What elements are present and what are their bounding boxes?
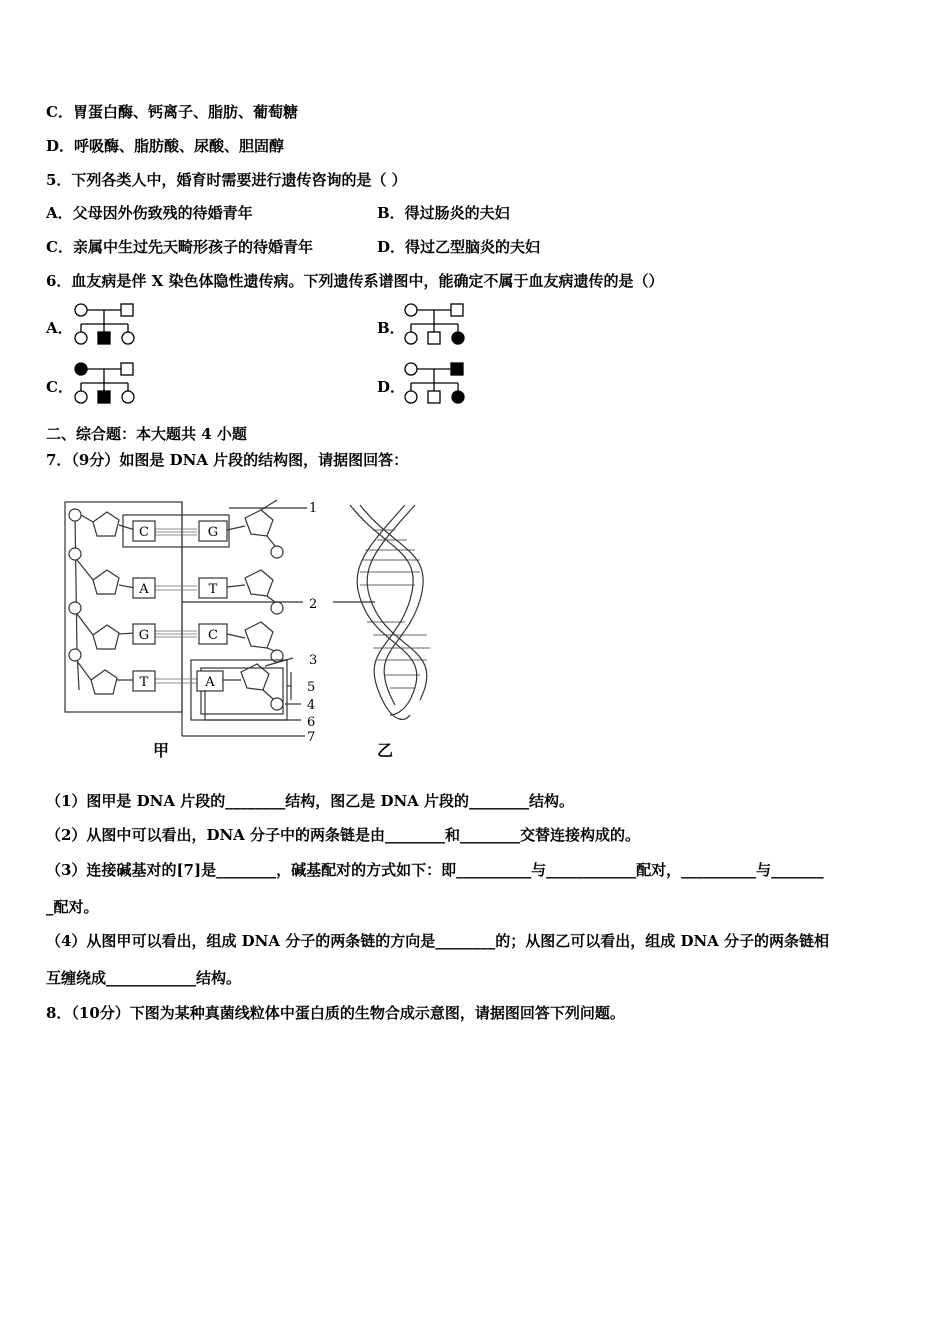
- pedigree-female-normal: [405, 304, 417, 316]
- pedigree-male-normal: [121, 304, 133, 316]
- pedigree-male-normal: [121, 363, 133, 375]
- pedigree-male-affected: [98, 332, 110, 344]
- pedigree-female-normal: [75, 304, 87, 316]
- q6-stem: 6．血友病是伴 X 染色体隐性遗传病。下列遗传系谱图中，能确定不属于血友病遗传的是（）: [46, 272, 664, 290]
- base-right-4: A: [205, 675, 215, 690]
- q5-option-b: B．得过肠炎的夫妇: [377, 204, 510, 222]
- right-nucleotide-3: [227, 622, 283, 662]
- q7-sub2: （2）从图中可以看出，DNA 分子中的两条链是由________和________交替连接构成的。: [46, 826, 641, 844]
- number-label-5: 5: [307, 680, 316, 695]
- q7-sub3-line2: _配对。: [46, 898, 99, 916]
- q6-label-d: D．: [377, 378, 406, 396]
- q7-sub1: （1）图甲是 DNA 片段的________结构，图乙是 DNA 片段的________结构。: [46, 792, 575, 810]
- q5-option-c: C．亲属中生过先天畸形孩子的待婚青年: [46, 238, 313, 256]
- pedigree-c: [70, 359, 140, 409]
- number-label-7: 7: [307, 730, 316, 745]
- base-right-1: G: [207, 525, 219, 540]
- figure-label-jia: 甲: [153, 741, 170, 760]
- pedigree-male-affected: [451, 363, 463, 375]
- pedigree-male-affected: [98, 391, 110, 403]
- right-nucleotide-2: [227, 570, 283, 614]
- q5-option-a: A．父母因外伤致残的待婚青年: [46, 204, 253, 222]
- number-label-2: 2: [309, 597, 318, 612]
- pedigree-female-affected: [75, 363, 87, 375]
- pedigree-d: [400, 359, 470, 409]
- pedigree-female-normal: [75, 332, 87, 344]
- left-nucleotide-2: [69, 548, 135, 594]
- pedigree-female-affected: [452, 332, 464, 344]
- pedigree-female-normal: [122, 391, 134, 403]
- left-nucleotide-1: [69, 509, 135, 536]
- q6-label-b: B．: [377, 319, 405, 337]
- pedigree-a: [70, 300, 140, 350]
- left-nucleotide-3: [69, 602, 135, 649]
- q4-option-d: D．呼吸酶、脂肪酸、尿酸、胆固醇: [46, 137, 285, 155]
- number-label-6: 6: [307, 715, 316, 730]
- base-left-2: A: [139, 582, 149, 597]
- double-helix: [350, 505, 430, 719]
- dna-figure: [55, 490, 455, 765]
- pedigree-male-normal: [428, 332, 440, 344]
- number-label-1: 1: [309, 501, 318, 516]
- q5-option-d: D．得过乙型脑炎的夫妇: [377, 238, 541, 256]
- q7-sub4-line1: （4）从图甲可以看出，组成 DNA 分子的两条链的方向是________的；从图乙可以看出，组成 DNA 分子的两条链相: [46, 932, 830, 950]
- q7-sub3-line1: （3）连接碱基对的[7]是________，碱基配对的方式如下：即__________与____________配对，__________与_______: [46, 861, 824, 879]
- right-nucleotide-1: [227, 500, 283, 558]
- pedigree-female-normal: [405, 391, 417, 403]
- pedigree-male-normal: [451, 304, 463, 316]
- right-nucleotide-4: [223, 664, 283, 710]
- pedigree-female-normal: [405, 332, 417, 344]
- q6-label-c: C．: [46, 378, 73, 396]
- q7-stem: 7．（9分）如图是 DNA 片段的结构图，请据图回答：: [46, 451, 409, 469]
- base-left-4: T: [139, 675, 149, 690]
- pedigree-b: [400, 300, 470, 350]
- section-title: 二、综合题：本大题共 4 小题: [46, 425, 247, 443]
- number-label-3: 3: [309, 653, 318, 668]
- pedigree-female-normal: [122, 332, 134, 344]
- base-right-2: T: [208, 582, 218, 597]
- base-left-3: G: [138, 628, 150, 643]
- q6-label-a: A．: [46, 319, 73, 337]
- number-label-4: 4: [307, 698, 316, 713]
- q7-sub4-line2: 互缠绕成____________结构。: [46, 969, 242, 987]
- base-right-3: C: [208, 628, 218, 643]
- q4-option-c: C．胃蛋白酶、钙离子、脂肪、葡萄糖: [46, 103, 298, 121]
- pedigree-female-affected: [452, 391, 464, 403]
- pedigree-female-normal: [405, 363, 417, 375]
- pedigree-female-normal: [75, 391, 87, 403]
- q5-stem: 5．下列各类人中，婚育时需要进行遗传咨询的是（ ）: [46, 171, 407, 189]
- figure-label-yi: 乙: [377, 741, 394, 760]
- base-left-1: C: [139, 525, 149, 540]
- q8-stem: 8．（10分）下图为某种真菌线粒体中蛋白质的生物合成示意图，请据图回答下列问题。: [46, 1004, 625, 1022]
- pedigree-male-normal: [428, 391, 440, 403]
